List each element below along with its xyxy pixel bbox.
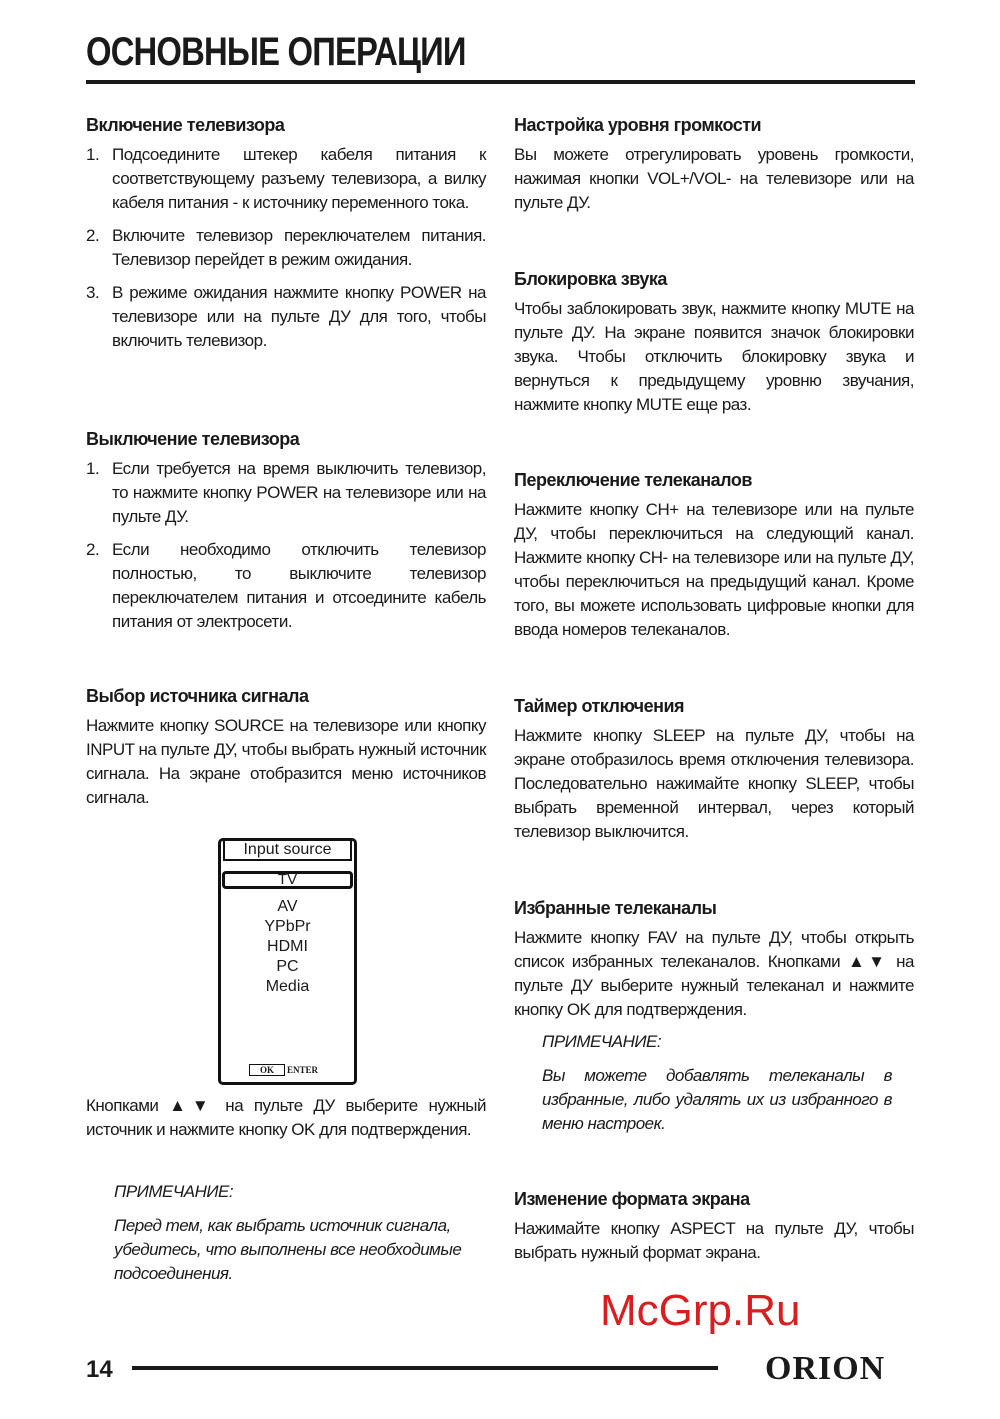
- section-text: Нажимайте кнопку ASPECT на пульте ДУ, чтобы выбрать нужный формат экрана.: [514, 1219, 914, 1262]
- page-number: 14: [86, 1356, 113, 1383]
- menu-option-selected: TV: [222, 871, 353, 889]
- section-heading: Таймер отключения: [514, 696, 685, 716]
- section-power-on: [86, 113, 486, 362]
- ok-enter-hint: OK ENTER: [249, 1064, 318, 1076]
- menu-title: Input source: [223, 841, 352, 861]
- section-text: Вы можете отрегулировать уровень громкости, нажимая кнопки VOL+/VOL- на телевизоре или на пульте ДУ.: [514, 145, 914, 212]
- section-sleep: [514, 694, 914, 844]
- note-favorites: [542, 1030, 892, 1136]
- section-source: [86, 684, 486, 810]
- section-text: Нажмите кнопку SOURCE на телевизоре или кнопку INPUT на пульте ДУ, чтобы выбрать нужный источник сигнала. На экране отобразится меню источников сигнала.: [86, 716, 486, 807]
- section-text: Нажмите кнопку FAV на пульте ДУ, чтобы открыть список избранных телеканалов. Кнопками ▲▼ на пульте ДУ выберите нужный телеканал и нажмите кнопку OK для подтверждения.: [514, 928, 914, 1019]
- section-heading: Выключение телевизора: [86, 429, 300, 449]
- note-heading: ПРИМЕЧАНИЕ:: [542, 1032, 662, 1051]
- list-item: 2. Включите телевизор переключателем питания. Телевизор перейдет в режим ожидания.: [86, 226, 486, 269]
- note-heading: ПРИМЕЧАНИЕ:: [114, 1182, 234, 1201]
- section-heading: Изменение формата экрана: [514, 1189, 750, 1209]
- page-title: ОСНОВНЫЕ ОПЕРАЦИИ: [86, 30, 466, 74]
- note-text: Вы можете добавлять телеканалы в избранные, либо удалять их из избранного в меню настроек.: [542, 1066, 892, 1133]
- section-favorites: [514, 896, 914, 1136]
- list-item: 1. Подсоедините штекер кабеля питания к соответствующему разъему телевизора, а вилку кабеля питания - к источнику переменного тока.: [86, 145, 486, 212]
- section-heading: Выбор источника сигнала: [86, 686, 309, 706]
- section-heading: Избранные телеканалы: [514, 898, 717, 918]
- section-text: Нажмите кнопку SLEEP на пульте ДУ, чтобы на экране отобразилось время отключения телевизора. Последовательно нажимайте кнопку SLEEP, чтобы выбрать временной интервал, через который телевизор выключится.: [514, 726, 914, 841]
- section-text: Нажмите кнопку CH+ на телевизоре или на пульте ДУ, чтобы переключиться на следующий канал. Нажмите кнопку CH- на телевизоре или на пульте ДУ, чтобы переключиться на предыдущий канал. Кроме того, вы можете использовать цифровые кнопки для ввода номеров телеканалов.: [514, 500, 914, 639]
- note-source: [114, 1180, 464, 1286]
- brand-logo: ORION: [765, 1350, 886, 1387]
- section-heading: Настройка уровня громкости: [514, 115, 762, 135]
- section-heading: Блокировка звука: [514, 269, 667, 289]
- section-text: Кнопками ▲▼ на пульте ДУ выберите нужный источник и нажмите кнопку OK для подтверждения.: [86, 1096, 486, 1139]
- section-mute: [514, 267, 914, 417]
- section-aspect: [514, 1187, 914, 1265]
- section-channels: [514, 468, 914, 642]
- watermark: McGrp.Ru: [600, 1286, 801, 1335]
- title-rule: [86, 80, 915, 84]
- list-item: 1. Если требуется на время выключить телевизор, то нажмите кнопку POWER на телевизоре или на пульте ДУ.: [86, 459, 486, 526]
- footer-rule: [132, 1366, 718, 1370]
- menu-option: HDMI: [267, 938, 308, 955]
- section-power-off: [86, 427, 486, 643]
- menu-option: AV: [277, 898, 298, 915]
- section-source-after: [86, 1094, 486, 1142]
- menu-option: Media: [265, 978, 310, 995]
- list-item: 3. В режиме ожидания нажмите кнопку POWER на телевизоре или на пульте ДУ для того, чтобы включить телевизор.: [86, 283, 486, 350]
- section-volume: [514, 113, 914, 215]
- section-text: Чтобы заблокировать звук, нажмите кнопку MUTE на пульте ДУ. На экране появится значок блокировки звука. Чтобы отключить блокировку звука и вернуться к предыдущему уровню звучания, нажмите кнопку MUTE еще раз.: [514, 299, 914, 414]
- menu-option: YPbPr: [264, 918, 311, 935]
- menu-option: PC: [276, 958, 299, 975]
- list-item: 2. Если необходимо отключить телевизор полностью, то выключите телевизор переключателем питания и отсоедините кабель питания от электросети.: [86, 540, 486, 631]
- note-text: Перед тем, как выбрать источник сигнала, убедитесь, что выполнены все необходимые подсоединения.: [114, 1216, 462, 1283]
- input-source-menu: [218, 838, 357, 1085]
- section-heading: Включение телевизора: [86, 115, 285, 135]
- section-heading: Переключение телеканалов: [514, 470, 752, 490]
